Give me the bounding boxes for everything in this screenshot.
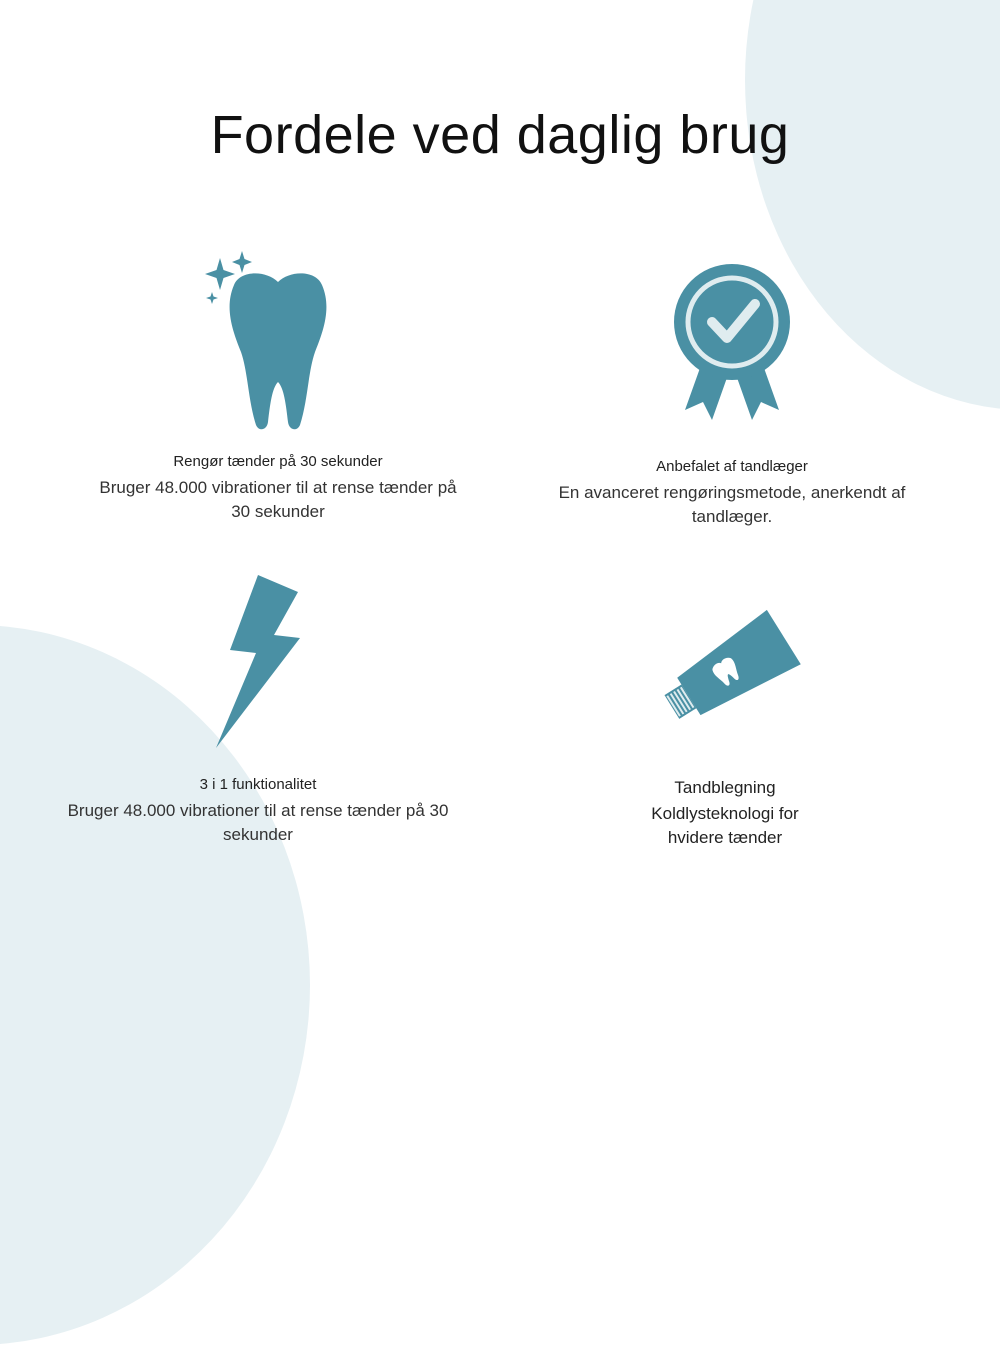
page-title: Fordele ved daglig brug <box>210 105 790 165</box>
award-badge-check-icon <box>667 262 797 432</box>
feature-description: En avanceret rengøringsmetode, anerkendt af tandlæger. <box>558 483 906 526</box>
feature-heading: 3 i 1 funktionalitet <box>199 776 317 793</box>
feature-3-in-1 <box>38 570 478 847</box>
feature-description: Bruger 48.000 vibrationer til at rense tænder på 30 sekunder <box>99 478 457 521</box>
feature-heading: Tandblegning <box>674 778 776 797</box>
feature-description: Koldlysteknologi for hvidere tænder <box>651 804 799 847</box>
feature-description: Bruger 48.000 vibrationer til at rense tænder på 30 sekunder <box>67 801 449 844</box>
feature-clean-30-seconds <box>58 250 498 524</box>
sparkling-tooth-icon <box>198 250 358 435</box>
feature-whitening <box>505 590 945 850</box>
feature-heading: Rengør tænder på 30 sekunder <box>173 453 383 470</box>
feature-heading: Anbefalet af tandlæger <box>656 458 808 475</box>
toothpaste-tube-icon <box>635 590 815 760</box>
feature-dentist-recommended <box>512 262 952 529</box>
lightning-bolt-icon <box>198 570 318 750</box>
